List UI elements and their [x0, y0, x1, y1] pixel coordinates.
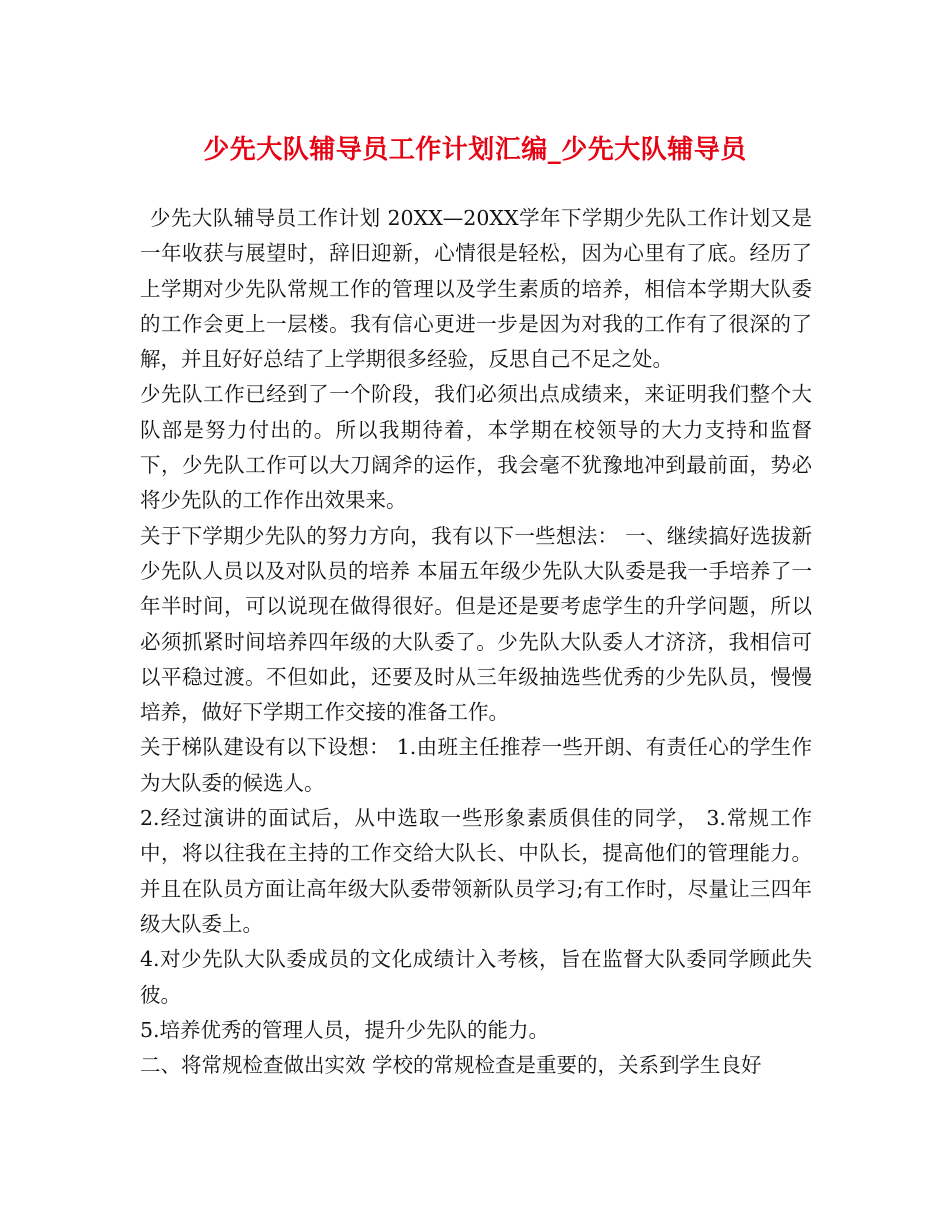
paragraph-item-5: 5.培养优秀的管理人员，提升少先队的能力。 [140, 1017, 550, 1042]
paragraph-echelon: 关于梯队建设有以下设想： 1.由班主任推荐一些开朗、有责任心的学生作为大队委的候选人。 [140, 735, 812, 795]
document-body [140, 201, 812, 1083]
paragraph-intro: 少先大队辅导员工作计划 20XX—20XX学年下学期少先队工作计划又是一年收获与展望时，辞旧迎新，心情很是轻松，因为心里有了底。经历了上学期对少先队常规工作的管理以及学生素质的培养，相信本学期大队委的工作会更上一层楼。我有信心更进一步是因为对我的工作有了很深的了解，并且好好总结了上学期很多经验，反思自己不足之处。 [140, 206, 812, 372]
paragraph-direction: 关于下学期少先队的努力方向，我有以下一些想法： 一、继续搞好选拔新少先队人员以及对队员的培养 本届五年级少先队大队委是我一手培养了一年半时间，可以说现在做得很好。但是还是要考虑学生的升学问题，所以必须抓紧时间培养四年级的大队委了。少先队大队委人才济济，我相信可以平稳过渡。不但如此，还要及时从三年级抽选些优秀的少先队员，慢慢培养，做好下学期工作交接的准备工作。 [140, 523, 812, 725]
document-title: 少先大队辅导员工作计划汇编_少先大队辅导员 [203, 135, 747, 165]
paragraph-stage: 少先队工作已经到了一个阶段，我们必须出点成绩来，来证明我们整个大队部是努力付出的。所以我期待着，本学期在校领导的大力支持和监督下，少先队工作可以大刀阔斧的运作，我会毫不犹豫地冲到最前面，势必将少先队的工作作出效果来。 [140, 382, 812, 513]
paragraph-section-2: 二、将常规检查做出实效 学校的常规检查是重要的，关系到学生良好 [140, 1053, 762, 1078]
paragraph-item-4: 4.对少先队大队委成员的文化成绩计入考核，旨在监督大队委同学顾此失彼。 [140, 947, 812, 1007]
paragraph-item-2-3: 2.经过演讲的面试后，从中选取一些形象素质俱佳的同学， 3.常规工作中，将以往我在主持的工作交给大队长、中队长，提高他们的管理能力。并且在队员方面让高年级大队委带领新队员学习;有工作时，尽量让三四年级大队委上。 [140, 806, 812, 936]
